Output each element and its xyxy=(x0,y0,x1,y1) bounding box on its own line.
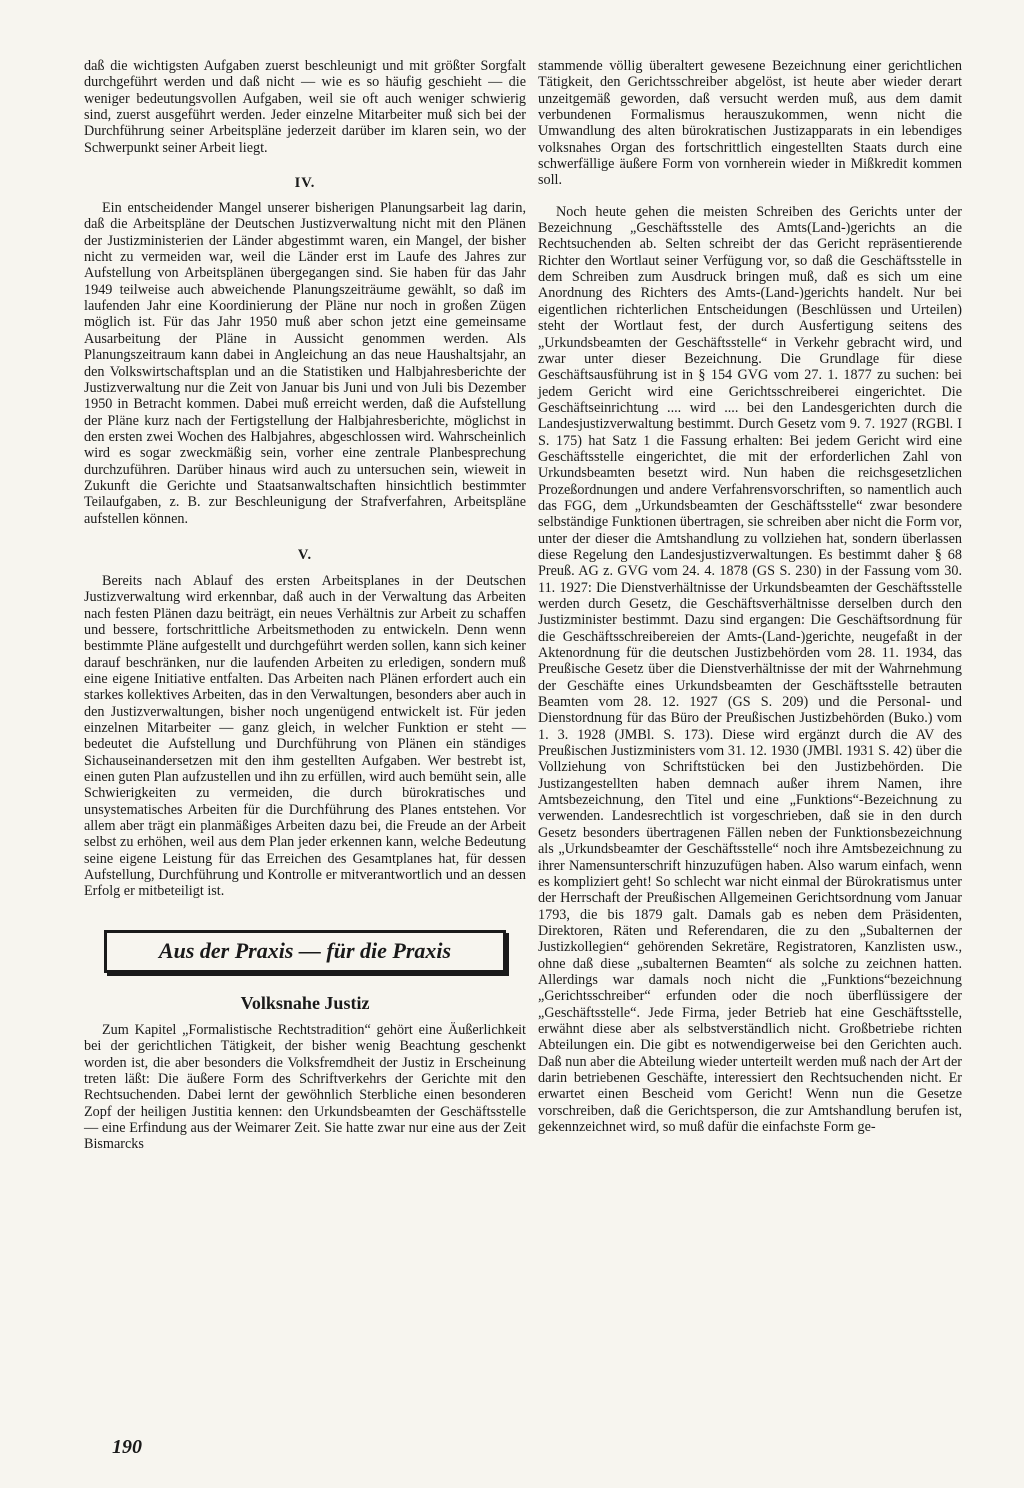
paragraph: daß die wichtigsten Aufgaben zuerst beschleunigt und mit größter Sorgfalt durchgeführt werden und daß nicht — wie es so häufig geschieht — die weniger bedeutungsvollen Aufgaben, weil sie oft auch weniger schwierig sind, zuerst ausgeführt werden. Jeder einzelne Mitarbeiter muß sich bei der Durchführung seiner Arbeitspläne jederzeit darüber im klaren sein, wo der Schwerpunkt seiner Arbeit liegt. xyxy=(84,58,526,156)
right-column xyxy=(538,58,962,1135)
section-heading-v: V. xyxy=(297,546,313,563)
paragraph: Zum Kapitel „Formalistische Rechtstradition“ gehört eine Äußerlichkeit bei der gerichtlichen Tätigkeit, der bisher wenig Beachtung geschenkt worden ist, die aber besonders die Volksfremdheit der Justiz in Erscheinung treten läßt: Die äußere Form des Schriftverkehrs der Gerichte mit den Rechtsuchenden. Dabei lernt der gewöhnlich Sterbliche einen besonderen Zopf der heiligen Justitia kennen: den Urkundsbeamten der Geschäftsstelle — eine Erfindung aus der Weimarer Zeit. Sie hatte zwar nur eine aus der Zeit Bismarcks xyxy=(84,1021,526,1153)
paragraph: Noch heute gehen die meisten Schreiben des Gerichts unter der Bezeichnung „Geschäftsstelle des Amts(Land-)gerichts an die Rechtsuchenden ab. Selten schreibt der das Gericht repräsentierende Richter den Wortlaut seiner Verfügung vor, so daß die Geschäftsstelle in dem Schreiben zum Ausdruck bringen muß, daß es sich um eine Anordnung des Richters des Amts-(Land-)gerichts handelt. Nur bei eigentlichen richterlichen Entscheidungen (Beschlüssen und Urteilen) steht der Wortlaut fest, der durch Ausfertigung seitens des „Urkundsbeamten der Geschäftsstelle“ in Verkehr gebracht wird, und zwar unter dieser Bezeichnung. Die Grundlage für diese Geschäftsausführung ist in § 154 GVG vom 27. 1. 1877 zu suchen: bei jedem Gericht wird eine Gerichtsschreiberei eingerichtet. Die Geschäftseinrichtung .... wird .... bei den Landesgerichten durch die Landesjustizverwaltung bestimmt. Durch Gesetz vom 9. 7. 1927 (RGBl. I S. 175) hat Satz 1 die Fassung erhalten: Bei jedem Gericht wird eine Geschäftsstelle eingerichtet, die mit der erforderlichen Zahl von Urkundsbeamten besetzt wird. Nun haben die reichsgesetzlichen Prozeßordnungen und andere Verfahrensvorschriften, so namentlich auch das FGG, dem „Urkundsbeamten der Geschäftsstelle“ zwar besondere selbständige Funktionen übertragen, sie schreiben aber nicht die Form vor, unter der dieser die Amtshandlung zu vollziehen hat, sondern überlassen diese Regelung den Landesjustizverwaltungen. Es bestimmt daher § 68 Preuß. AG z. GVG vom 24. 4. 1878 (GS S. 230) in der Fassung vom 30. 11. 1927: Die Dienstverhältnisse der Urkundsbeamten der Geschäftsstelle werden durch Gesetz, die Geschäftsverhältnisse derselben durch den Justizminister bestimmt. Dazu sind ergangen: Die Geschäftsordnung für die Geschäftsschreibereien der Amts-(Land-)gerichte, neugefaßt in der Aktenordnung für die deutschen Justizbehörden vom 28. 11. 1934, das Preußische Gesetz über die Dienstverhältnisse der mit der Wahrnehmung der Geschäfte eines Urkundsbeamten der Geschäftsstelle betrauten Beamten vom 28. 12. 1927 (GS S. 209) und die Personal- und Dienstordnung für das Büro der Preußischen Justizbehörden (Buko.) vom 1. 3. 1928 (JMBl. S. 173). Diese wird ergänzt durch die AV des Preußischen Justizministers vom 31. 12. 1930 (JMBl. 1931 S. 42) über die Vollziehung von Schriftstücken bei den Justizbehörden. Die Justizangestellten haben demnach außer ihrem Namen, ihre Amtsbezeichnung, den Titel und eine „Funktions“-Bezeichnung zu verwenden. Landesrechtlich ist vorgeschrieben, daß sie in den durch Gesetz besonders übertragenen Fällen neben der Funktionsbezeichnung als „Urkundsbeamter der Geschäftsstelle“ noch ihre Amtsbezeichnung zu ihrer Namensunterschrift hinzuzufügen haben. Also warum einfach, wenn es kompliziert geht! So schlecht war nicht einmal der Bürokratismus unter der Herrschaft der Preußischen Allgemeinen Gerichtsordnung vom Januar 1793, die bis 1879 galt. Damals gab es neben dem Präsidenten, Direktoren, Räten und Referendaren, die zu den „Subalternen der Justizkollegien“ gehörenden Sekretäre, Registratoren, Kanzlisten usw., ohne daß diese „subalternen Beamten“ als solche zu zeichnen hatten. Allerdings war damals noch nicht die „Funktions“bezeichnung „Gerichtsschreiber“ erfunden oder die noch überflüssigere der „Geschäftsstelle“. Jede Firma, jeder Betrieb hat eine Geschäftsstelle, erwähnt diese aber als selbstverständlich nicht. Großbetriebe richten Abteilungen ein. Die gibt es notwendigerweise bei den Gerichten auch. Daß nun aber die Abteilung wieder unterteilt werden muß nach der Art der darin betriebenen Geschäfte, interessiert den Rechtsuchenden nicht. Er erwartet einen Bescheid vom Gericht! Wenn nun die Gesetze vorschreiben, daß die Gerichtsperson, die zur Amtshandlung berufen ist, gekennzeichnet wird, so muß dafür die einfachste Form ge- xyxy=(538,203,962,1135)
paragraph: Bereits nach Ablauf des ersten Arbeitsplanes in der Deutschen Justizverwaltung wird erkennbar, daß auch in der Verwaltung das Arbeiten nach festen Plänen dazu beiträgt, ein neues Verhältnis zur Arbeit zu schaffen und bessere, fortschrittliche Arbeitsmethoden zu entwickeln. Denn wenn bestimmte Pläne aufgestellt und durchgeführt werden sollen, kann sich keiner darauf beschränken, nur die laufenden Arbeiten zu erledigen, sondern muß eine eigene Initiative entfalten. Das Arbeiten nach Plänen erfordert auch ein starkes kollektives Arbeiten, das in den Verwaltungen, besonders aber auch in den Justizverwaltungen, bisher noch ungenügend entwickelt ist. Für jeden einzelnen Mitarbeiter — ganz gleich, in welcher Funktion er steht — bedeutet die Aufstellung und Durchführung von Plänen ein ständiges Sichauseinandersetzen mit den ihm gestellten Aufgaben. Wer bestrebt ist, einen guten Plan aufzustellen und ihn zu erfüllen, wird auch bemüht sein, alle Schwierigkeiten zu vermeiden, die durch bürokratisches und unsystematisches Arbeiten für die Durchführung des Planes entstehen. Vor allem aber trägt ein planmäßiges Arbeiten dazu bei, die Freude an der Arbeit selbst zu erhöhen, weil aus dem Plan jeder erkennen kann, welche Bedeutung seine eigene Leistung für das Erreichen des Gesamtplanes hat, für dessen Aufstellung, Durchführung und Kontrolle er mitverantwortlich und an dessen Erfolg er mitbeteiligt ist. xyxy=(84,572,526,900)
section-heading-iv: IV. xyxy=(294,175,316,192)
article-title: Volksnahe Justiz xyxy=(240,992,370,1013)
paragraph: stammende völlig überaltert gewesene Bezeichnung einer gerichtlichen Tätigkeit, den Gerichtsschreiber abgelöst, ist heute aber wieder derart unzeitgemäß geworden, daß versucht werden muß, aus dem damit verbundenen Formalismus herauszukommen, wenn nicht die Umwandlung des alten bürokratischen Justizapparats in ein lebendiges volksnahes Organ des fortschrittlich eingestellten Staats durch eine schwerfällige äußere Form von vornherein wieder in Mißkredit kommen soll. xyxy=(538,58,962,189)
page-number: 190 xyxy=(112,1436,142,1458)
rubric-box xyxy=(104,930,506,973)
paragraph: Ein entscheidender Mangel unserer bisherigen Planungsarbeit lag darin, daß die Arbeitspläne der Deutschen Justizverwaltung nicht mit den Plänen der Justizministerien der Länder abgestimmt waren, ein Mangel, der bisher nicht zu vermeiden war, weil die Länder erst im Laufe des Jahres zur Aufstellung von Arbeitsplänen übergegangen sind. Sie haben für das Jahr 1949 teilweise auch abweichende Planungszeiträume gewählt, so daß im laufenden Jahr eine Koordinierung der Pläne nur noch in großen Zügen möglich ist. Für das Jahr 1950 muß aber schon jetzt eine gemeinsame Ausarbeitung der Pläne in Aussicht genommen werden. Als Planungszeitraum kann dabei in Angleichung an das neue Haushaltsjahr, an den Volkswirtschaftsplan und an die Statistiken und Halbjahresberichte der Justizverwaltung nur die Zeit von Januar bis Juni und von Juli bis Dezember 1950 in Betracht kommen. Dabei muß erreicht werden, daß die Aufstellung der Pläne kurz nach der Fertigstellung der Halbjahresberichte, möglichst in den ersten zwei Wochen des Halbjahres, abgeschlossen wird. Wahrscheinlich wird es sogar zweckmäßig sein, vorher eine zentrale Planbesprechung durchzuführen. Darüber hinaus wird auch zu untersuchen sein, wieweit in Zukunft die Gerichte und Staatsanwaltschaften hinsichtlich bestimmter Teilaufgaben, z. B. zur Beschleunigung der Strafverfahren, Arbeitspläne aufstellen können. xyxy=(84,200,526,527)
left-column xyxy=(84,58,526,1153)
rubric-title: Aus der Praxis — für die Praxis xyxy=(158,938,452,964)
